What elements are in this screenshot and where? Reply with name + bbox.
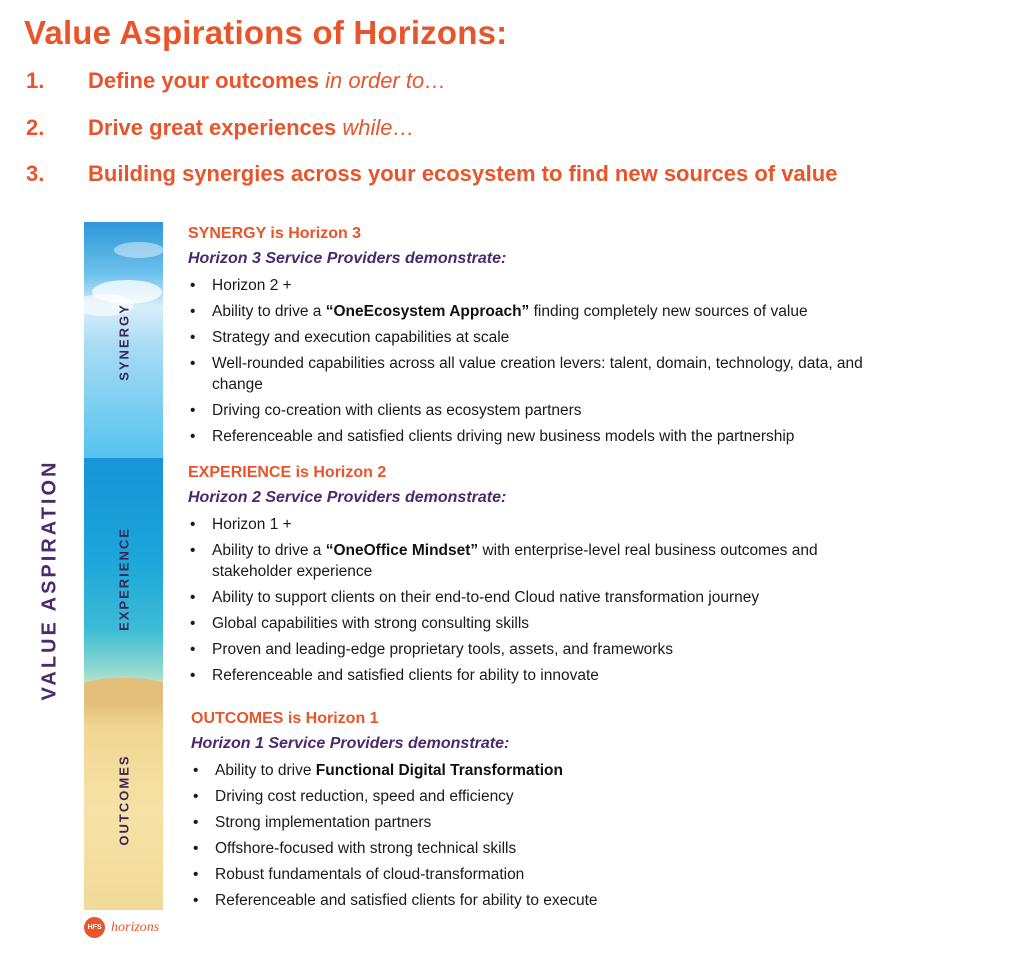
step-italic: in order to… xyxy=(325,68,447,93)
synergy-bar-label: SYNERGY xyxy=(116,303,132,381)
bullet-item: • Global capabilities with strong consulting skills xyxy=(188,613,892,634)
section-subtitle: Horizon 3 Service Providers demonstrate: xyxy=(188,250,507,267)
step-2 xyxy=(26,115,415,141)
bullet-item: • Ability to support clients on their end-to-end Cloud native transformation journey xyxy=(188,587,892,608)
section-title: SYNERGY is Horizon 3 xyxy=(188,225,362,242)
bullet-item: • Proven and leading-edge proprietary tools, assets, and frameworks xyxy=(188,639,892,660)
bullet-item: • Strong implementation partners xyxy=(191,812,895,833)
step-1 xyxy=(26,68,446,94)
bullet-list xyxy=(191,760,895,911)
section-subtitle: Horizon 1 Service Providers demonstrate: xyxy=(191,735,510,752)
page-title: Value Aspirations of Horizons: xyxy=(24,14,508,51)
bullet-list xyxy=(188,275,892,447)
step-text: Building synergies across your ecosystem to find new sources of value xyxy=(88,161,838,186)
section-title: OUTCOMES is Horizon 1 xyxy=(191,710,379,727)
step-number: 1. xyxy=(26,68,45,93)
step-italic: while… xyxy=(342,115,415,140)
synergy-section xyxy=(188,224,892,452)
step-number: 2. xyxy=(26,115,45,140)
horizons-logo-text: horizons xyxy=(111,919,160,935)
horizon-gradient-bar xyxy=(84,222,163,910)
bullet-list xyxy=(188,514,892,686)
bullet-item: • Driving co-creation with clients as ecosystem partners xyxy=(188,400,892,421)
bullet-item: • Referenceable and satisfied clients driving new business models with the partnership xyxy=(188,426,892,447)
outcomes-section xyxy=(191,709,895,916)
step-3 xyxy=(26,161,837,187)
bullet-item: • Ability to drive a “OneOffice Mindset” with enterprise-level real business outcomes and stakeholder experience xyxy=(188,540,892,582)
section-subtitle: Horizon 2 Service Providers demonstrate: xyxy=(188,489,507,506)
value-aspiration-axis-label: VALUE ASPIRATION xyxy=(38,459,61,701)
bullet-item: • Ability to drive a “OneEcosystem Approach” finding completely new sources of value xyxy=(188,301,892,322)
outcomes-bar-label: OUTCOMES xyxy=(116,754,132,846)
bullet-item: • Robust fundamentals of cloud-transformation xyxy=(191,864,895,885)
bullet-item: • Well-rounded capabilities across all value creation levers: talent, domain, technology, data, and change xyxy=(188,353,892,395)
step-number: 3. xyxy=(26,161,45,186)
bullet-item: • Offshore-focused with strong technical skills xyxy=(191,838,895,859)
cloud-shape xyxy=(114,242,163,258)
step-text: Define your outcomes xyxy=(88,68,326,93)
section-title: EXPERIENCE is Horizon 2 xyxy=(188,464,387,481)
hfs-logo-badge: HFS xyxy=(84,917,105,938)
bullet-item: • Strategy and execution capabilities at scale xyxy=(188,327,892,348)
experience-bar-label: EXPERIENCE xyxy=(116,527,132,631)
hfs-horizons-logo xyxy=(84,917,159,938)
bullet-item: • Horizon 2 + xyxy=(188,275,892,296)
bullet-item: • Horizon 1 + xyxy=(188,514,892,535)
bullet-item: • Referenceable and satisfied clients for ability to execute xyxy=(191,890,895,911)
bullet-item: • Driving cost reduction, speed and efficiency xyxy=(191,786,895,807)
experience-section xyxy=(188,463,892,691)
bullet-item: • Ability to drive Functional Digital Transformation xyxy=(191,760,895,781)
bullet-item: • Referenceable and satisfied clients for ability to innovate xyxy=(188,665,892,686)
step-text: Drive great experiences xyxy=(88,115,343,140)
shoreline-shape xyxy=(84,678,163,702)
